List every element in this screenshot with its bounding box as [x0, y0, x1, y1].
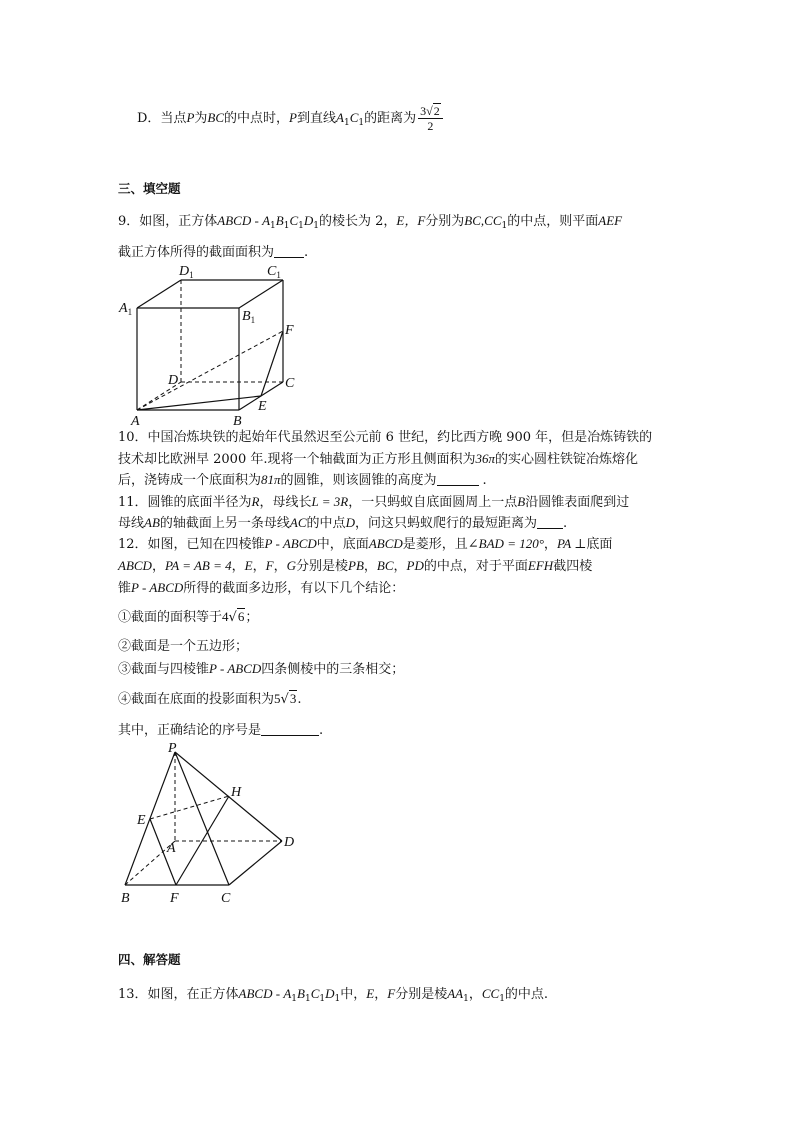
label-c: C: [221, 891, 231, 906]
question-10-line-1: 10．中国冶炼块铁的起始年代虽然迟至公元前 6 世纪，约比西方晚 900 年，但是冶炼铸铁的: [118, 430, 653, 445]
edge-a1-d1: [137, 280, 181, 308]
cube-figure: [115, 260, 315, 430]
label-b: B: [233, 414, 242, 429]
conclusion-2: ②截面是一个五边形；: [118, 639, 249, 654]
label-f: F: [285, 323, 294, 338]
answer-blank-9[interactable]: [274, 245, 304, 258]
label-c1: $C_1$: [267, 264, 281, 280]
label-d: D: [284, 835, 295, 850]
section-title-fill-blank: 三、填空题: [118, 181, 181, 196]
label-a: A: [131, 414, 140, 429]
label-a: A: [167, 841, 176, 856]
question-12-ask: 其中，正确结论的序号是 .: [118, 723, 324, 738]
option-d: D．当点P为BC的中点时，P到直线$A_1C_1$的距离为 $\frac{3√2}{2}$: [137, 104, 445, 133]
edge-p-c: [175, 752, 229, 885]
label-c: C: [285, 376, 295, 391]
segment-e-f: [261, 331, 283, 396]
label-e: E: [258, 399, 267, 414]
edge-c1-b1: [239, 280, 283, 308]
question-9-line-2: 截正方体所得的截面面积为 .: [118, 245, 309, 260]
label-e: E: [137, 813, 146, 828]
label-h: H: [231, 785, 242, 800]
question-10-line-3: 后，浇铸成一个底面积为81π的圆锥，则该圆锥的高度为 .: [118, 472, 487, 488]
question-12-line-3: 锥P - ABCD所得的截面多边形，有以下几个结论：: [118, 580, 405, 596]
section-title-solution: 四、解答题: [118, 952, 181, 967]
pyramid-figure: [112, 740, 312, 910]
question-11-line-1: 11．圆锥的底面半径为R，母线长L = 3R，一只蚂蚁自底面圆周上一点B沿圆锥表面爬到过: [118, 494, 630, 510]
edge-c-d: [229, 841, 282, 885]
answer-blank-12[interactable]: [261, 723, 319, 736]
question-10-line-2: 技术却比欧洲早 2000 年.现将一个轴截面为正方形且侧面积为36π的实心圆柱铁锭冶炼熔化: [118, 451, 639, 467]
label-f: F: [170, 891, 179, 906]
label-b: B: [121, 891, 130, 906]
label-p: P: [168, 741, 177, 756]
question-11-line-2: 母线AB的轴截面上另一条母线AC的中点D，问这只蚂蚁爬行的最短距离为 .: [118, 515, 568, 531]
question-12-line-1: 12．如图，已知在四棱锥P - ABCD中，底面ABCD是菱形，且∠BAD = 120°，PA ⊥底面: [118, 536, 613, 552]
label-d: D: [168, 373, 179, 388]
label-a1: $A_1$: [119, 301, 133, 317]
question-9-line-1: 9．如图，正方体ABCD - $A_1B_1C_1D_1$的棱长为 2，E，F分别为$BC,CC_1$的中点，则平面AEF: [118, 213, 623, 231]
question-12-line-2: ABCD，PA = AB = 4，E，F，G分别是棱PB，BC，PD的中点，对于平面EFH截四棱: [118, 558, 593, 574]
question-13: 13．如图，在正方体ABCD - $A_1B_1C_1D_1$中，E，F分别是棱$AA_1$，$CC_1$的中点.: [118, 986, 549, 1004]
label-d1: $D_1$: [179, 264, 194, 280]
answer-blank-11[interactable]: [537, 516, 563, 529]
label-b1: $B_1$: [242, 309, 256, 325]
conclusion-3: ③截面与四棱锥P - ABCD四条侧棱中的三条相交；: [118, 661, 405, 677]
conclusion-4: ④截面在底面的投影面积为5√3.: [118, 691, 302, 707]
conclusion-1: ①截面的面积等于4√6；: [118, 609, 259, 625]
answer-blank-10[interactable]: [437, 473, 479, 486]
distance-fraction: $\frac{3√2}{2}$: [418, 104, 443, 133]
